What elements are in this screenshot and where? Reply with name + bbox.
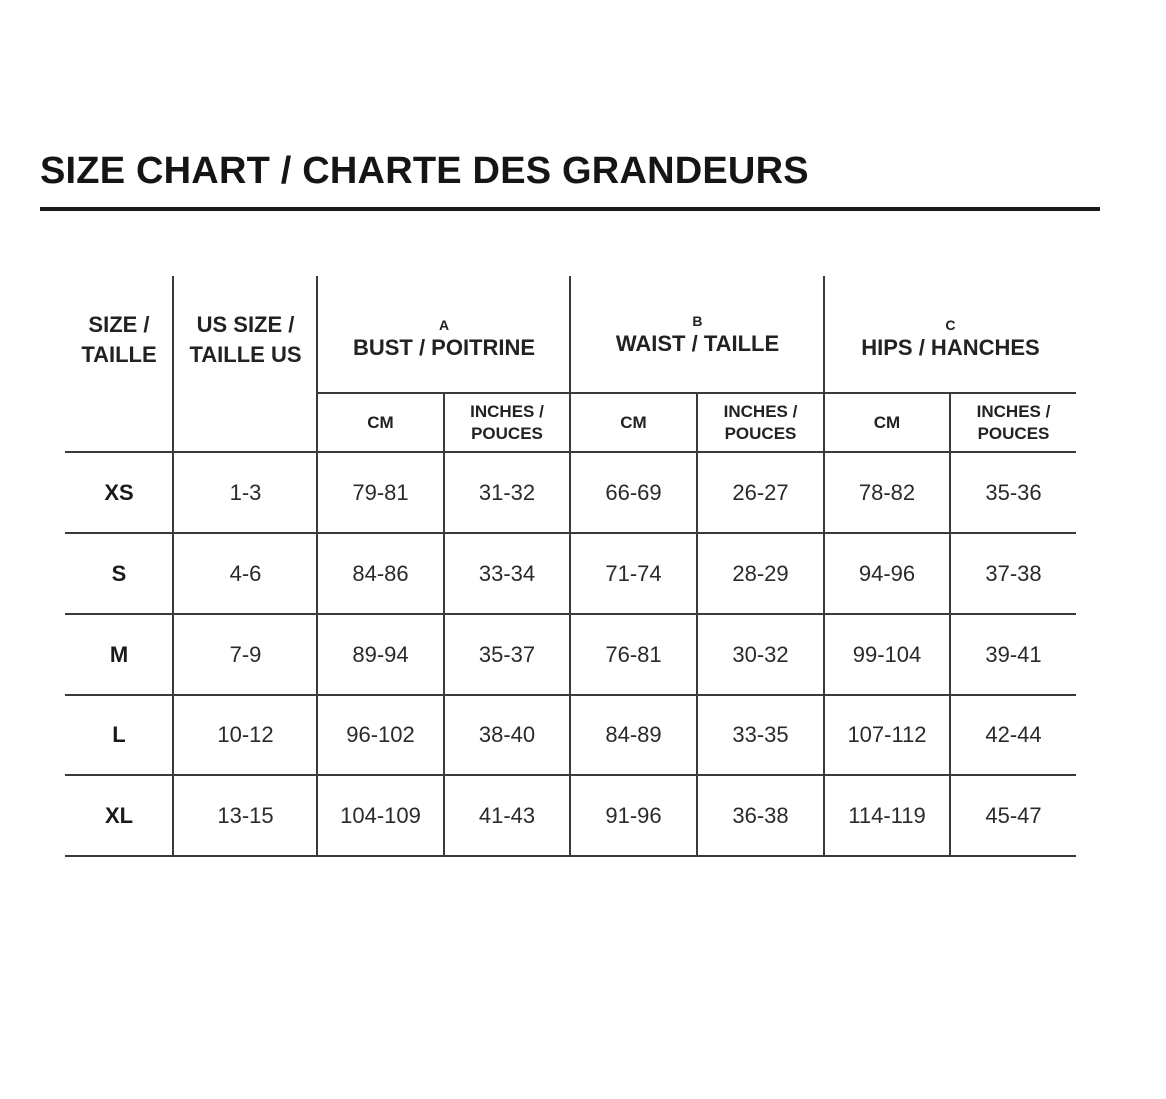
row-hips-cm: 114-119 [848, 802, 926, 828]
row-bust-cm: 96-102 [346, 722, 415, 747]
group-label: BUST / POITRINE [352, 335, 536, 360]
row-us-size: 4-6 [229, 560, 262, 586]
row-bust-cm: 104-109 [340, 802, 421, 828]
row-hips-inches: 39-41 [985, 641, 1042, 667]
row-waist-inches: 26-27 [732, 479, 789, 505]
row-us-size: 1-3 [229, 479, 262, 505]
row-hips-inches: 37-38 [985, 560, 1042, 586]
subheader-cm-label: CM [620, 412, 647, 432]
row-hips-inches: 35-36 [985, 479, 1042, 505]
row-bust-cm: 79-81 [352, 479, 409, 505]
row-waist-inches: 30-32 [732, 641, 789, 667]
row-hips-cm: 78-82 [858, 479, 916, 505]
row-hips-inches: 42-44 [985, 722, 1042, 747]
row-size: M [109, 641, 129, 667]
header-size-line2: TAILLE [81, 342, 157, 367]
header-group-hips [825, 300, 1076, 380]
row-hips-inches: 45-47 [985, 802, 1042, 828]
row-hips-cm: 94-96 [858, 560, 916, 586]
row-waist-cm: 91-96 [605, 802, 662, 828]
row-us-size: 7-9 [229, 641, 262, 667]
row-waist-cm: 84-89 [605, 722, 662, 747]
subheader-inches [445, 394, 569, 451]
row-bust-inches: 35-37 [478, 641, 536, 667]
group-letter: B [692, 313, 703, 329]
group-label: HIPS / HANCHES [861, 335, 1040, 360]
group-letter: C [945, 317, 956, 333]
subheader-inches-line1: INCHES / [723, 401, 798, 421]
row-waist-cm: 76-81 [605, 641, 662, 667]
subheader-inches [698, 394, 823, 451]
subheader-inches-line1: INCHES / [470, 401, 544, 421]
row-waist-cm: 71-74 [605, 560, 662, 586]
row-waist-cm: 66-69 [605, 479, 662, 505]
header-group-bust [318, 300, 570, 380]
table-bottom-divider [65, 855, 1076, 857]
header-us-line1: US SIZE / [196, 312, 295, 337]
row-size: XS [104, 479, 134, 505]
row-waist-inches: 33-35 [732, 722, 789, 747]
subheader-inches-line2: POUCES [471, 423, 543, 443]
subheader-inches-line1: INCHES / [976, 401, 1051, 421]
row-size: L [112, 722, 126, 747]
row-bust-cm: 84-86 [352, 560, 409, 586]
header-group-waist [571, 296, 824, 376]
row-waist-inches: 36-38 [732, 802, 789, 828]
subheader-inches-line2: POUCES [977, 423, 1050, 443]
subheader-cm-label: CM [873, 412, 901, 432]
subheader-inches-line2: POUCES [724, 423, 797, 443]
subheader-cm [318, 394, 443, 451]
subheader-cm [825, 394, 949, 451]
row-bust-inches: 38-40 [478, 722, 536, 747]
row-bust-inches: 41-43 [478, 802, 536, 828]
header-size-line1: SIZE / [88, 312, 150, 337]
row-bust-inches: 33-34 [478, 560, 536, 586]
row-hips-cm: 99-104 [852, 641, 922, 667]
row-hips-cm: 107-112 [847, 722, 927, 747]
row-waist-inches: 28-29 [732, 560, 789, 586]
row-bust-cm: 89-94 [352, 641, 409, 667]
row-size: S [111, 560, 127, 586]
subheader-inches [951, 394, 1076, 451]
title-divider [40, 207, 1100, 211]
subheader-cm [571, 394, 696, 451]
row-us-size: 13-15 [217, 802, 274, 828]
header-size [65, 290, 173, 390]
header-us-size [174, 290, 317, 390]
group-letter: A [438, 317, 450, 333]
header-us-line2: TAILLE US [189, 342, 302, 367]
page-title: SIZE CHART / CHARTE DES GRANDEURS [40, 150, 809, 192]
subheader-cm-label: CM [367, 412, 394, 432]
row-bust-inches: 31-32 [478, 479, 536, 505]
row-us-size: 10-12 [217, 722, 274, 747]
row-size: XL [104, 802, 134, 828]
group-label: WAIST / TAILLE [615, 331, 780, 356]
